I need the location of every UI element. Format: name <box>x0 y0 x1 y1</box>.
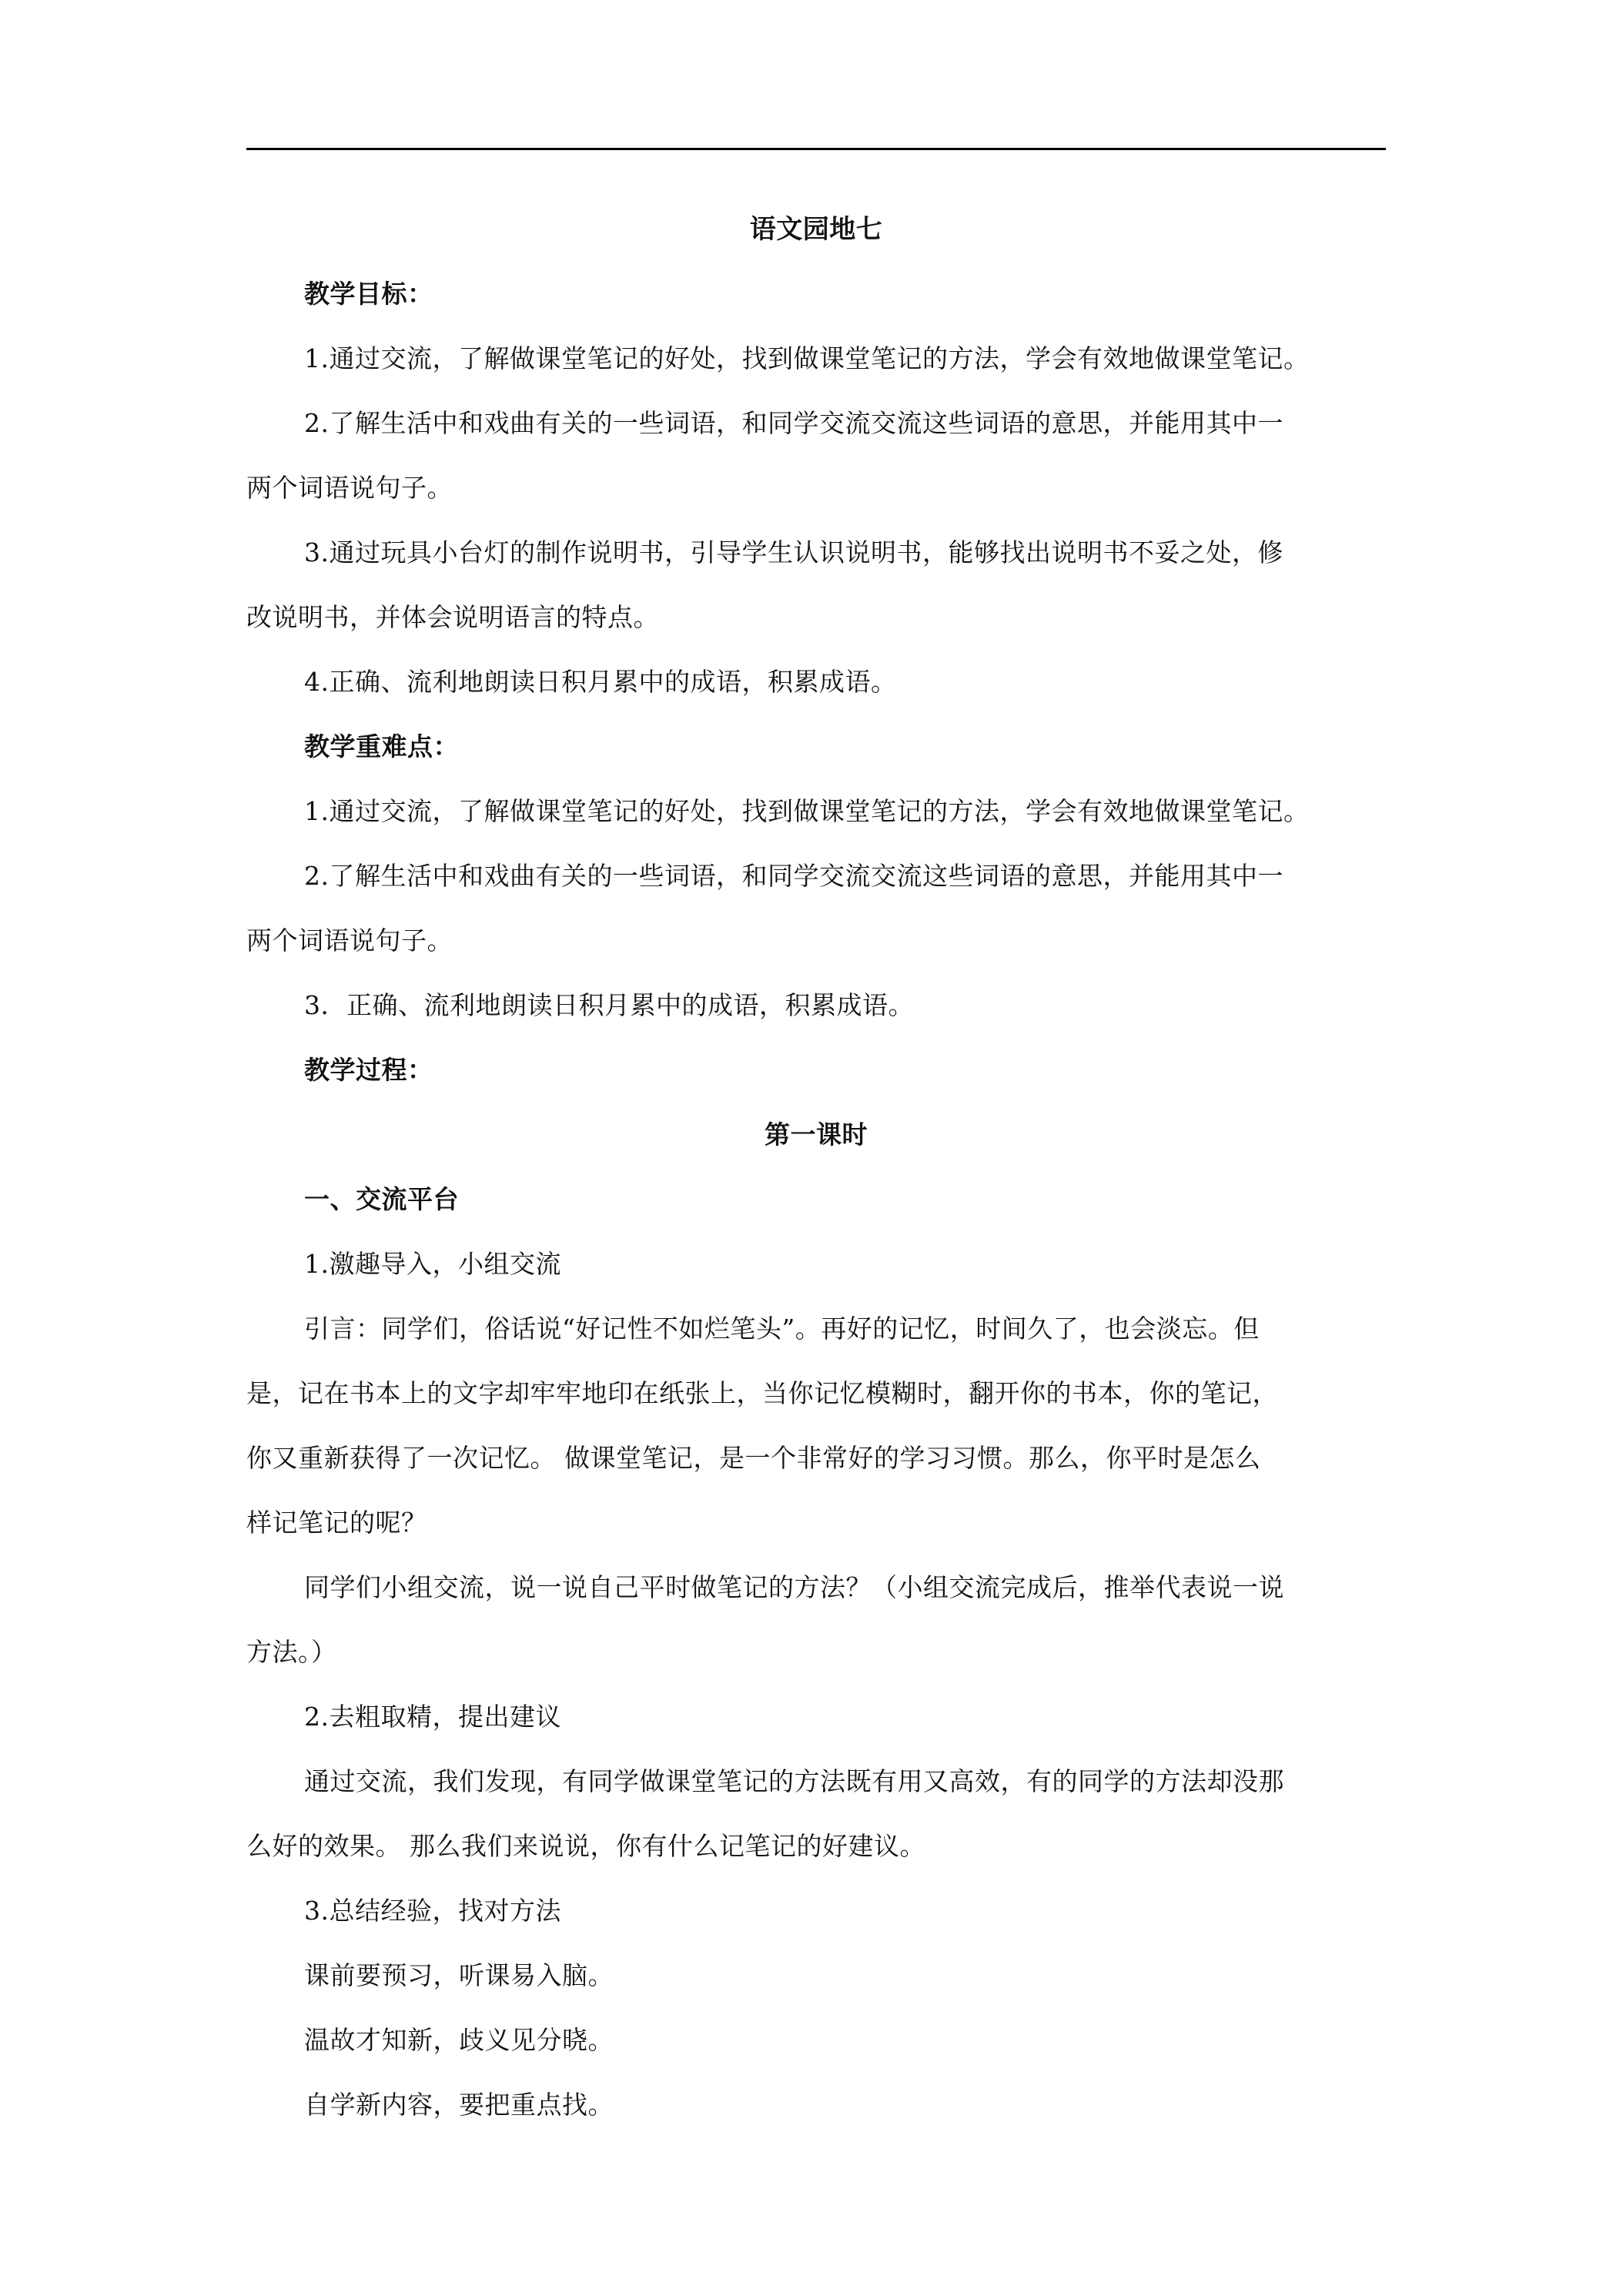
paragraph-line: 1.通过交流，了解做课堂笔记的好处，找到做课堂笔记的方法，学会有效地做课堂笔记。 <box>304 343 1310 373</box>
section-heading: 教学目标： <box>304 279 433 309</box>
paragraph-continuation: 改说明书，并体会说明语言的特点。 <box>246 602 659 632</box>
paragraph-line: 2.了解生活中和戏曲有关的一些词语，和同学交流交流这些词语的意思，并能用其中一 <box>304 408 1283 438</box>
paragraph-line: 通过交流，我们发现，有同学做课堂笔记的方法既有用又高效，有的同学的方法却没那 <box>304 1766 1284 1796</box>
document-body <box>246 197 1386 2137</box>
paragraph-line: 2.了解生活中和戏曲有关的一些词语，和同学交流交流这些词语的意思，并能用其中一 <box>304 861 1283 891</box>
paragraph-line: 3.总结经验，找对方法 <box>304 1896 561 1926</box>
section-heading: 教学过程： <box>304 1055 433 1085</box>
paragraph-line: 4.正确、流利地朗读日积月累中的成语，积累成语。 <box>304 667 897 697</box>
paragraph-line: 同学们小组交流，说一说自己平时做笔记的方法？（小组交流完成后，推举代表说一说 <box>304 1572 1284 1602</box>
section-heading: 一、交流平台 <box>304 1184 459 1214</box>
paragraph-continuation: 是，记在书本上的文字却牢牢地印在纸张上，当你记忆模糊时，翻开你的书本，你的笔记， <box>246 1378 1278 1408</box>
paragraph-line: 1.通过交流，了解做课堂笔记的好处，找到做课堂笔记的方法，学会有效地做课堂笔记。 <box>304 796 1310 826</box>
paragraph-line: 1.激趣导入，小组交流 <box>304 1249 561 1279</box>
header-rule <box>246 148 1386 150</box>
paragraph-line: 课前要预习，听课易入脑。 <box>304 1960 614 1990</box>
lesson-heading: 第一课时 <box>765 1120 868 1150</box>
document-title: 语文园地七 <box>749 214 883 245</box>
paragraph-continuation: 你又重新获得了一次记忆。 做课堂笔记，是一个非常好的学习习惯。那么，你平时是怎么 <box>246 1443 1261 1473</box>
paragraph-continuation: 两个词语说句子。 <box>246 925 453 956</box>
paragraph-line: 2.去粗取精，提出建议 <box>304 1702 561 1732</box>
paragraph-line: 引言：同学们，俗话说“好记性不如烂笔头”。再好的记忆，时间久了，也会淡忘。但 <box>304 1314 1260 1344</box>
paragraph-line: 3.通过玩具小台灯的制作说明书，引导学生认识说明书，能够找出说明书不妥之处，修 <box>304 537 1283 567</box>
paragraph-continuation: 样记笔记的呢？ <box>246 1508 427 1538</box>
paragraph-continuation: 两个词语说句子。 <box>246 473 453 503</box>
paragraph-line: 温故才知新，歧义见分晓。 <box>304 2025 614 2055</box>
section-heading: 教学重难点： <box>304 731 459 761</box>
paragraph-continuation: 方法。） <box>246 1637 337 1667</box>
paragraph-line: 自学新内容，要把重点找。 <box>304 2090 614 2120</box>
paragraph-continuation: 么好的效果。 那么我们来说说，你有什么记笔记的好建议。 <box>246 1831 925 1861</box>
document-page <box>246 0 1386 2296</box>
paragraph-line: 3．正确、流利地朗读日积月累中的成语，积累成语。 <box>304 990 914 1020</box>
